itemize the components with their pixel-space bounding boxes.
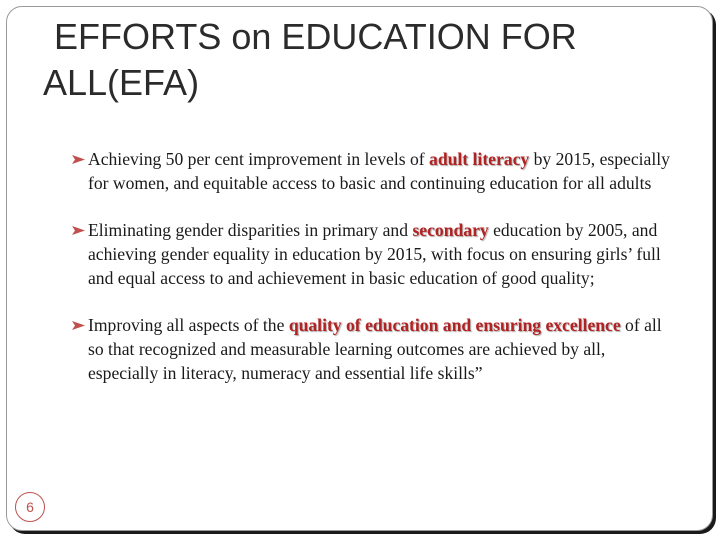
bullet-list — [68, 147, 678, 408]
highlighted-phrase: secondary — [412, 220, 489, 240]
title-line-2: ALL(EFA) — [43, 62, 200, 103]
bullet-item — [68, 218, 678, 290]
arrow-bullet-icon — [72, 226, 85, 235]
bullet-text — [88, 147, 678, 195]
arrow-bullet-icon — [72, 155, 85, 164]
bullet-text — [88, 218, 678, 290]
highlighted-phrase: quality of education and ensuring excellence — [288, 315, 621, 335]
slide-title — [43, 14, 663, 106]
text-segment: Improving all aspects of the — [88, 315, 289, 335]
text-segment: by 2015, especially for women, and equitable access to basic and continuing education for all adults — [88, 149, 670, 193]
highlighted-phrase: adult literacy — [429, 149, 530, 169]
bullet-item — [68, 147, 678, 195]
text-segment: Eliminating gender disparities in primary and — [88, 220, 413, 240]
bullet-item — [68, 313, 678, 385]
title-line-1: EFFORTS on EDUCATION FOR — [54, 16, 577, 57]
arrow-bullet-icon — [72, 321, 85, 330]
text-segment: education by 2005, and achieving gender equality in education by 2015, with focus on ensuring girls’ full and equal access to and achievement in basic education of good quality; — [88, 220, 661, 288]
bullet-text — [88, 313, 678, 385]
slide-number: 6 — [15, 492, 45, 522]
text-segment: of all so that recognized and measurable learning outcomes are achieved by all, especially in literacy, numeracy and essential life skills” — [88, 315, 662, 383]
text-segment: Achieving 50 per cent improvement in levels of — [88, 149, 430, 169]
